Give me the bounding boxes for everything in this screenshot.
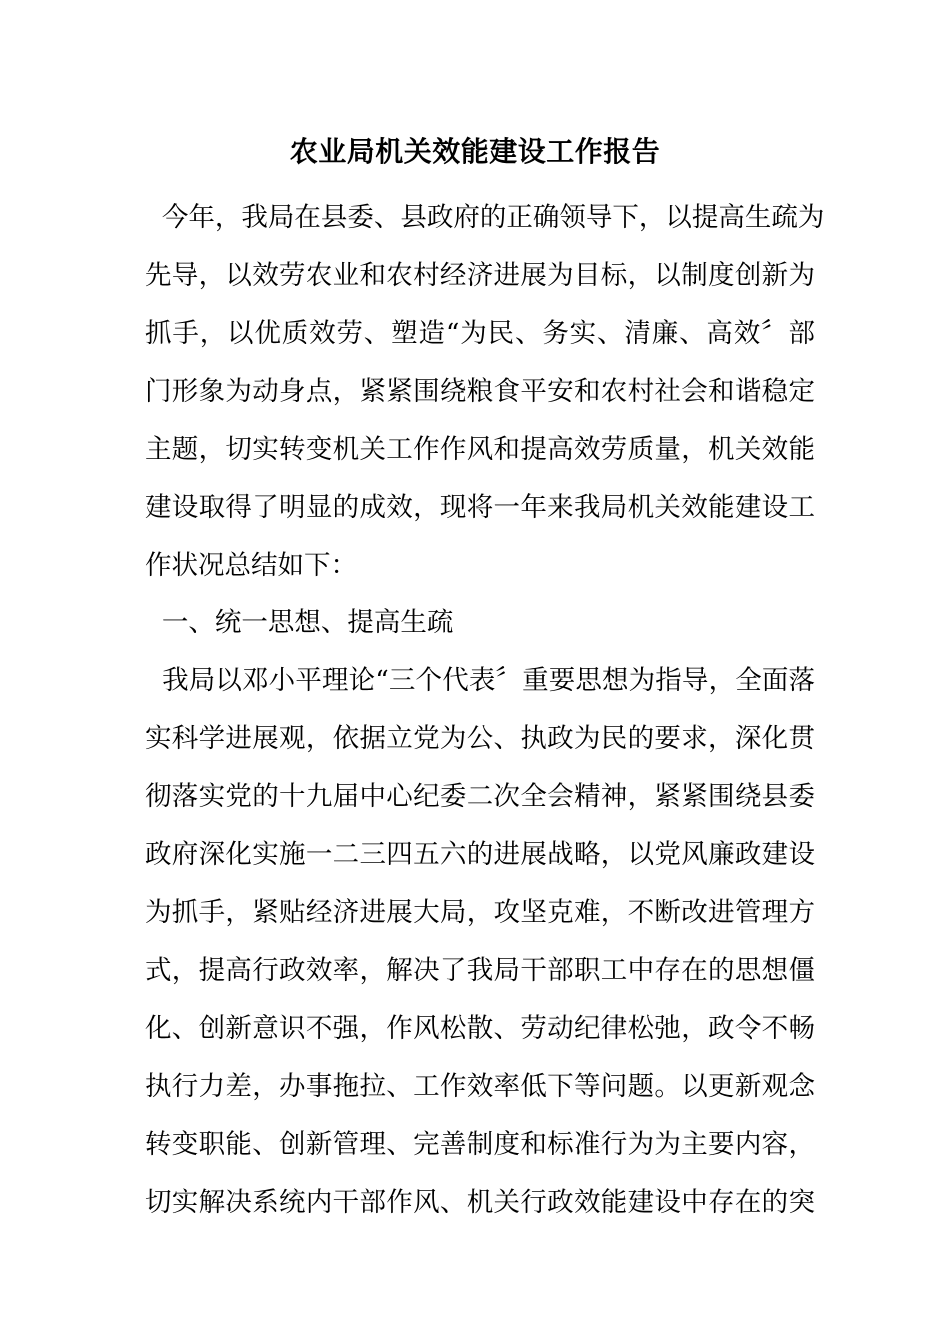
document-title: 农业局机关效能建设工作报告 <box>289 135 661 168</box>
paragraph-line: 转变职能、创新管理、完善制度和标准行为为主要内容， <box>145 1129 815 1160</box>
paragraph-line: 执行力差，办事拖拉、工作效率低下等问题。以更新观念 <box>145 1071 815 1102</box>
paragraph-line: 主题，切实转变机关工作作风和提高效劳质量，机关效能 <box>145 434 815 465</box>
paragraph-line: 彻落实党的十九届中心纪委二次全会精神，紧紧围绕县委 <box>145 781 815 812</box>
paragraph-line: 建设取得了明显的成效，现将一年来我局机关效能建设工 <box>145 492 815 523</box>
paragraph-line: 我局以邓小平理论“三个代表〞重要思想为指导，全面落 <box>145 665 815 696</box>
paragraph-line: 化、创新意识不强，作风松散、劳动纪律松弛，政令不畅 <box>145 1013 815 1044</box>
paragraph-line: 切实解决系统内干部作风、机关行政效能建设中存在的突 <box>145 1187 815 1218</box>
paragraph-line: 政府深化实施一二三四五六的进展战略，以党风廉政建设 <box>145 839 815 870</box>
paragraph-line: 今年，我局在县委、县政府的正确领导下，以提高生疏为 <box>145 202 825 233</box>
paragraph-line: 实科学进展观，依据立党为公、执政为民的要求，深化贯 <box>145 723 815 754</box>
paragraph-line: 先导，以效劳农业和农村经济进展为目标，以制度创新为 <box>145 260 815 291</box>
paragraph-line: 抓手，以优质效劳、塑造“为民、务实、清廉、高效〞部 <box>145 318 815 349</box>
paragraph-line: 为抓手，紧贴经济进展大局，攻坚克难，不断改进管理方 <box>145 897 815 928</box>
section-heading: 一、统一思想、提高生疏 <box>145 607 454 638</box>
paragraph-line: 作状况总结如下： <box>145 550 357 581</box>
paragraph-line: 门形象为动身点，紧紧围绕粮食平安和农村社会和谐稳定 <box>145 376 815 407</box>
paragraph-line: 式，提高行政效率，解决了我局干部职工中存在的思想僵 <box>145 955 815 986</box>
